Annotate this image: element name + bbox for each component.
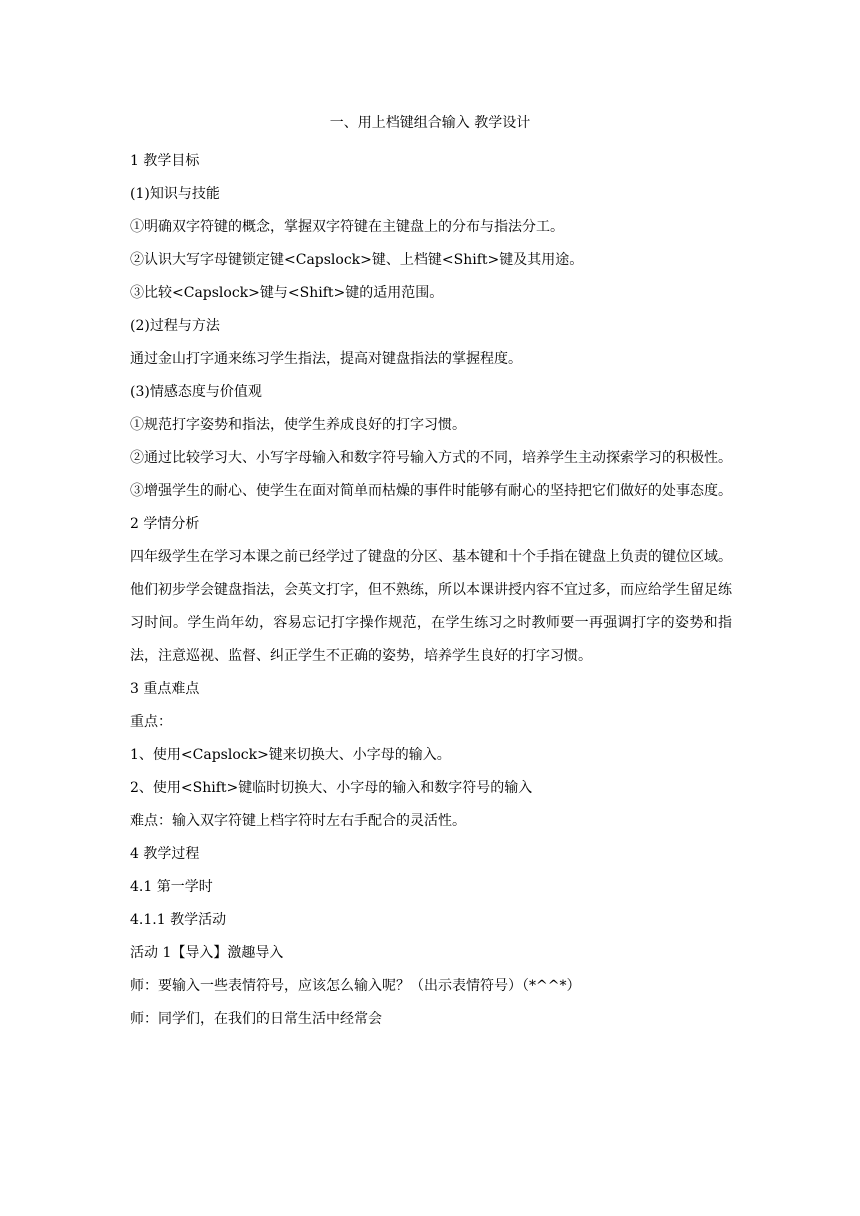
goal-item: ①明确双字符键的概念，掌握双字符键在主键盘上的分布与指法分工。 [130, 219, 564, 235]
subheading-knowledge-skills: (1)知识与技能 [130, 186, 220, 202]
goal-item: ②通过比较学习大、小写字母输入和数字符号输入方式的不同，培养学生主动探索学习的积极性。 [130, 450, 732, 466]
section-heading-goals: 1 教学目标 [130, 153, 200, 169]
activity-heading: 活动 1【导入】激趣导入 [130, 945, 284, 961]
subheading-process-method: (2)过程与方法 [130, 318, 220, 334]
section-heading-key-points: 3 重点难点 [130, 681, 200, 697]
goal-item: ③增强学生的耐心、使学生在面对简单而枯燥的事件时能够有耐心的坚持把它们做好的处事态度。 [130, 483, 732, 499]
section-heading-process: 4 教学过程 [130, 846, 200, 862]
body-paragraph: 四年级学生在学习本课之前已经学过了键盘的分区、基本键和十个手指在键盘上负责的键位区域。他们初步学会键盘指法，会英文打字，但不熟练，所以本课讲授内容不宜过多，而应给学生留足练习时间。学生尚年幼，容易忘记打字操作规范，在学生练习之时教师要一再强调打字的姿势和指法，注意巡视、监督、纠正学生不正确的姿势，培养学生良好的打字习惯。 [130, 549, 732, 664]
key-point-item: 1、使用<Capslock>键来切换大、小字母的输入。 [130, 747, 451, 763]
section-heading-analysis: 2 学情分析 [130, 516, 200, 532]
goal-item: ③比较<Capslock>键与<Shift>键的适用范围。 [130, 285, 444, 301]
document-body [130, 145, 732, 1036]
key-point-item: 2、使用<Shift>键临时切换大、小字母的输入和数字符号的输入 [130, 780, 533, 796]
dialogue-line: 师：同学们，在我们的日常生活中经常会 [130, 1011, 382, 1027]
document-title: 一、用上档键组合输入 教学设计 [329, 115, 531, 131]
key-points-label: 重点： [130, 714, 172, 730]
goal-item: ②认识大写字母键锁定键<Capslock>键、上档键<Shift>键及其用途。 [130, 252, 584, 268]
body-paragraph: 通过金山打字通来练习学生指法，提高对键盘指法的掌握程度。 [130, 351, 522, 367]
subheading-emotion-values: (3)情感态度与价值观 [130, 384, 262, 400]
subsection-heading-activities: 4.1.1 教学活动 [130, 912, 227, 928]
dialogue-line: 师：要输入一些表情符号，应该怎么输入呢？（出示表情符号）（*^^*） [130, 978, 581, 994]
goal-item: ①规范打字姿势和指法，使学生养成良好的打字习惯。 [130, 417, 466, 433]
difficulty-item: 难点：输入双字符键上档字符时左右手配合的灵活性。 [130, 813, 466, 829]
subsection-heading-lesson: 4.1 第一学时 [130, 879, 213, 895]
